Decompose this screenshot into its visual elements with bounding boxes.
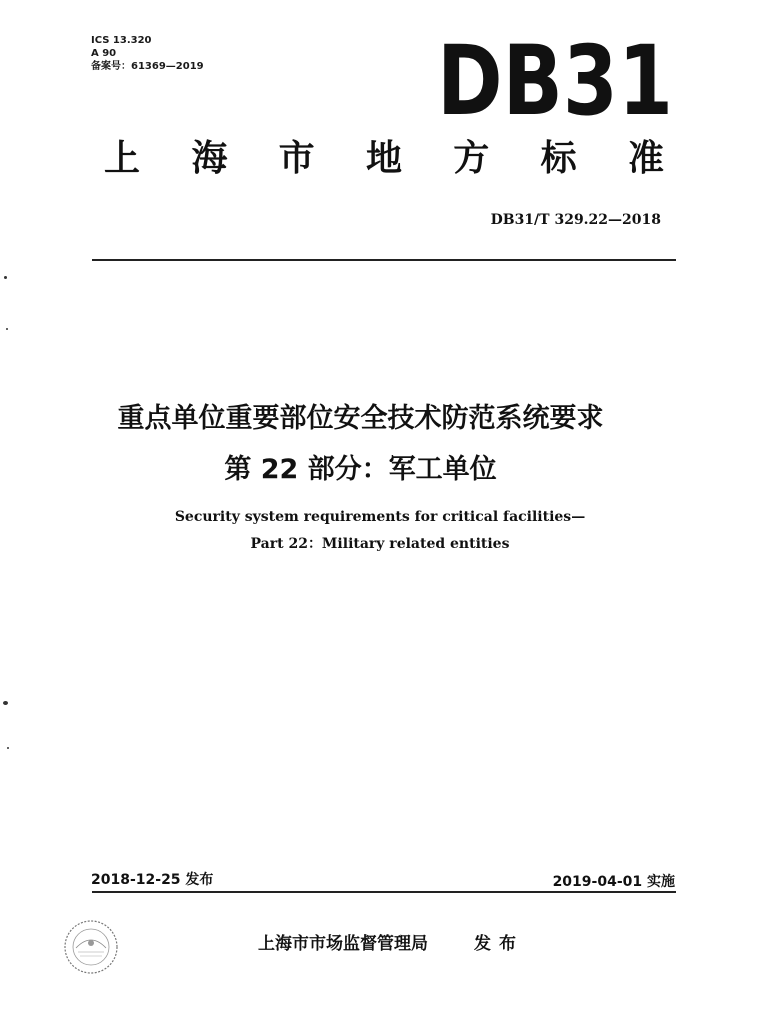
top-divider <box>92 259 676 261</box>
title-char: 上 <box>103 138 140 179</box>
chinese-title-line-1: 重点单位重要部位安全技术防范系统要求 <box>117 403 604 434</box>
scan-speck <box>3 701 8 705</box>
title-char: 海 <box>191 138 228 179</box>
anti-counterfeit-seal-icon <box>62 918 120 976</box>
bottom-divider <box>92 891 676 893</box>
title-char: 准 <box>627 138 664 179</box>
scan-speck <box>7 747 9 749</box>
english-title-line-2: Part 22：Military related entities <box>250 536 510 552</box>
scan-speck <box>6 328 8 330</box>
title-char: 地 <box>365 138 402 179</box>
classification-block <box>91 34 204 73</box>
issuing-action: 发布 <box>474 934 524 954</box>
implementation-date: 2019-04-01 实施 <box>552 874 675 890</box>
db31-logo <box>435 25 675 137</box>
scan-speck <box>4 276 7 279</box>
standard-number: DB31/T 329.22—2018 <box>490 212 661 228</box>
ics-code: ICS 13.320 <box>91 35 152 46</box>
title-char: 市 <box>278 138 315 179</box>
standard-type-title <box>98 138 670 180</box>
english-title-line-1: Security system requirements for critical facilities— <box>174 509 586 525</box>
issue-date: 2018-12-25 发布 <box>91 872 214 888</box>
title-char: 标 <box>540 138 577 179</box>
chinese-title-line-2: 第 22 部分：军工单位 <box>224 454 497 485</box>
title-char: 方 <box>453 138 490 179</box>
ccs-code: A 90 <box>91 48 117 59</box>
filing-number: 备案号：61369—2019 <box>91 61 204 72</box>
issuing-authority: 上海市市场监督管理局 <box>258 934 428 954</box>
db31-logo-text: DB31 <box>437 25 673 137</box>
